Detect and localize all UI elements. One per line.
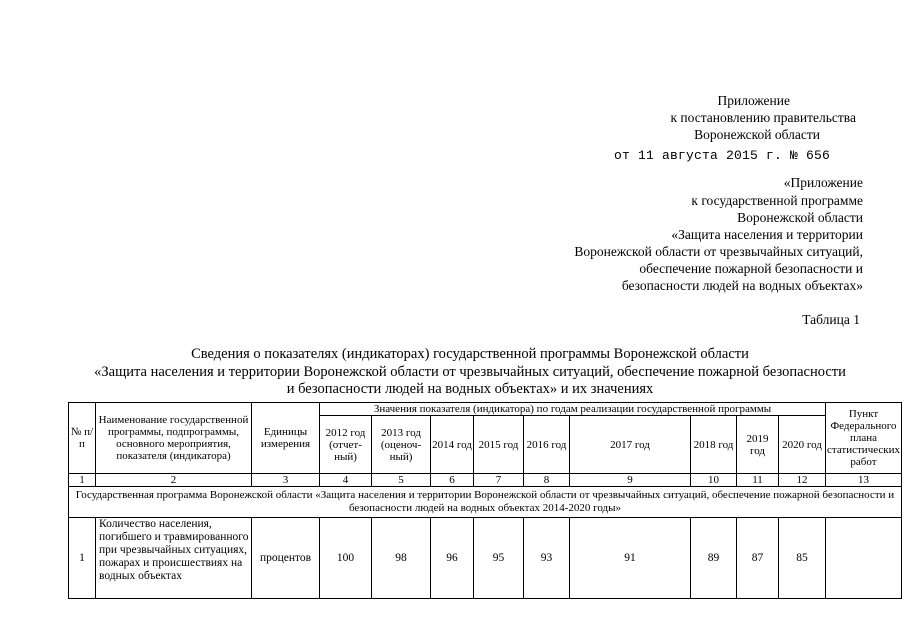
row-value: 89 (691, 518, 737, 599)
column-number: 10 (691, 474, 737, 487)
column-number: 12 (779, 474, 826, 487)
title-line: Сведения о показателях (индикаторах) государственной программы Воронежской области (191, 346, 749, 362)
column-number: 13 (826, 474, 902, 487)
header-plan-item: Пункт Федерального плана статистических работ (826, 403, 902, 474)
column-number: 11 (737, 474, 779, 487)
header-values-group: Значения показателя (индикатора) по годам реализации государственной программы (320, 403, 826, 416)
column-number: 6 (431, 474, 474, 487)
title-line: и безопасности людей на водных объектах» и их значениях (286, 381, 654, 397)
program-row-title: Государственная программа Воронежской области «Защита населения и территории Воронежской области от чрезвычайных ситуаций, обеспечение пожарной безопасности и безопасности людей на водных объектах 2014-2020 годы» (69, 487, 902, 518)
column-number: 9 (570, 474, 691, 487)
column-number: 2 (96, 474, 252, 487)
row-value: 100 (320, 518, 372, 599)
row-value: 96 (431, 518, 474, 599)
header-year: 2016 год (524, 416, 570, 474)
approval-region-label: Воронежской области (694, 127, 820, 142)
column-number: 3 (252, 474, 320, 487)
title-line: «Защита населения и территории Воронежской области от чрезвычайных ситуаций, обеспечение пожарной безопасности (94, 363, 846, 380)
column-number: 5 (372, 474, 431, 487)
row-value: 98 (372, 518, 431, 599)
approval-appendix-label: Приложение (717, 93, 790, 108)
program-appendix-line: к государственной программе (691, 193, 863, 208)
header-year: 2014 год (431, 416, 474, 474)
row-num: 1 (69, 518, 96, 599)
row-value: 85 (779, 518, 826, 599)
header-year: 2019 год (737, 416, 779, 474)
program-appendix-line: Воронежской области (737, 210, 863, 225)
row-value: 87 (737, 518, 779, 599)
table-number-label: Таблица 1 (802, 312, 860, 327)
row-value: 91 (570, 518, 691, 599)
column-number: 7 (474, 474, 524, 487)
column-number: 8 (524, 474, 570, 487)
column-number: 1 (69, 474, 96, 487)
row-value: 93 (524, 518, 570, 599)
row-plan-item (826, 518, 902, 599)
row-units: процентов (252, 518, 320, 599)
indicators-table (68, 402, 902, 599)
header-units: Единицы измерения (252, 403, 320, 474)
table-row (69, 518, 902, 599)
header-year: 2020 год (779, 416, 826, 474)
program-appendix-line: «Защита населения и территории (671, 227, 863, 242)
approval-resolution-label: к постановлению правительства (670, 110, 856, 125)
header-year: 2013 год (оценоч-ный) (372, 416, 431, 474)
header-name: Наименование государственной программы, подпрограммы, основного мероприятия, показателя (индикатора) (96, 403, 252, 474)
program-appendix-line: «Приложение (783, 175, 863, 190)
row-indicator-name: Количество населения, погибшего и травмированного при чрезвычайных ситуациях, пожарах и происшествиях на водных объектах (96, 518, 252, 599)
approval-date-number: от 11 августа 2015 г. № 656 (614, 148, 831, 163)
program-appendix-line: Воронежской области от чрезвычайных ситуаций, (574, 244, 863, 259)
header-year: 2017 год (570, 416, 691, 474)
program-appendix-line: обеспечение пожарной безопасности и (639, 261, 863, 276)
program-appendix-line: безопасности людей на водных объектах» (621, 278, 863, 293)
header-num: № п/п (69, 403, 96, 474)
header-year: 2018 год (691, 416, 737, 474)
column-number: 4 (320, 474, 372, 487)
row-value: 95 (474, 518, 524, 599)
document-title (40, 346, 900, 399)
header-year: 2012 год (отчет-ный) (320, 416, 372, 474)
header-year: 2015 год (474, 416, 524, 474)
